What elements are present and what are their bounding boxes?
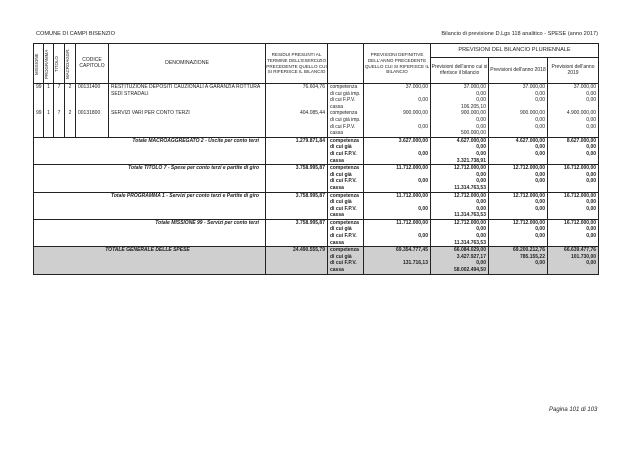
col-missione: MISSIONE bbox=[34, 44, 44, 84]
values-2017: 900.000,00 0,00 0,00 500.000,00 bbox=[431, 110, 489, 137]
col-residui: RESIDUI PRESUNTI AL TERMINE DELL'ESERCIZIO PRECEDENTE QUELLO CUI SI RIFERISCE IL BILANCIO bbox=[266, 44, 328, 84]
values-2018: 12.712.000,00 0,00 0,00 bbox=[489, 219, 548, 246]
titolo-code: 7 bbox=[54, 110, 65, 137]
capitolo-code: 00131400 bbox=[76, 84, 109, 111]
col-plur: PREVISIONI DEL BILANCIO PLURIENNALE bbox=[431, 44, 599, 58]
col-titolo: TITOLO bbox=[54, 44, 65, 84]
table-row bbox=[34, 110, 599, 137]
values-2019: 16.712.000,00 0,00 0,00 bbox=[548, 192, 599, 219]
residui-value: 3.758.995,87 bbox=[266, 192, 328, 219]
values-2019: 16.712.000,00 0,00 0,00 bbox=[548, 165, 599, 192]
total-row bbox=[34, 219, 599, 246]
residui-value: 3.758.995,87 bbox=[266, 165, 328, 192]
col-programma: PROGRAMMA bbox=[44, 44, 54, 84]
row-labels: competenza di cui già imp. di cui F.P.V. cassa bbox=[328, 84, 364, 111]
values-2019: 66.639.477,76 101.730,00 0,00 bbox=[548, 247, 599, 274]
col-2017: Previsioni dell'anno cui si riferisce il bilancio bbox=[431, 58, 489, 84]
total-label: Totale MACROAGGREGATO 2 - Uscite per conto terzi bbox=[34, 137, 266, 164]
total-label: Totale MISSIONE 99 - Servizi per conto terzi bbox=[34, 219, 266, 246]
macroaggr-code: 2 bbox=[65, 84, 76, 111]
values-2018: 37.000,00 0,00 0,00 bbox=[489, 84, 548, 111]
prev-def-values: 11.712.000,00 0,00 bbox=[364, 165, 431, 192]
col-prev-def: PREVISIONI DEFINITIVE DELL'ANNO PRECEDENTE QUELLO CUI SI RIFERISCE IL BILANCIO bbox=[364, 44, 431, 84]
values-2019: 8.627.000,00 0,00 0,00 bbox=[548, 137, 599, 164]
values-2017: 12.712.000,00 0,00 0,00 11.314.763,53 bbox=[431, 219, 489, 246]
page-number: Pagina 101 di 103 bbox=[549, 407, 598, 413]
programma-code: 1 bbox=[44, 84, 54, 111]
col-macroaggr: MACROAGGR. bbox=[65, 44, 76, 84]
row-labels: competenza di cui già di cui F.P.V. cassa bbox=[328, 165, 364, 192]
col-codice: CODICE CAPITOLO bbox=[76, 44, 109, 84]
values-2018: 12.712.000,00 0,00 0,00 bbox=[489, 192, 548, 219]
titolo-code: 7 bbox=[54, 84, 65, 111]
denominazione: RESTITUZIONE DEPOSITI CAUZIONALI A GARANZIA ROTTURA SEDI STRADALI bbox=[109, 84, 266, 111]
total-row bbox=[34, 192, 599, 219]
residui-value: 76.604,76 bbox=[266, 84, 328, 111]
missione-code: 99 bbox=[34, 84, 44, 111]
macroaggr-code: 2 bbox=[65, 110, 76, 137]
prev-def-values: 11.712.000,00 0,00 bbox=[364, 192, 431, 219]
values-2018: 900.000,00 0,00 0,00 bbox=[489, 110, 548, 137]
total-row bbox=[34, 247, 599, 274]
col-2019: Previsioni dell'anno 2019 bbox=[548, 58, 599, 84]
budget-table bbox=[33, 43, 599, 275]
values-2019: 16.712.000,00 0,00 0,00 bbox=[548, 219, 599, 246]
values-2017: 12.712.000,00 0,00 0,00 11.314.763,53 bbox=[431, 165, 489, 192]
total-row bbox=[34, 165, 599, 192]
table-row bbox=[34, 84, 599, 111]
capitolo-code: 00131800 bbox=[76, 110, 109, 137]
row-labels: competenza di cui già di cui F.P.V. cassa bbox=[328, 219, 364, 246]
total-label: Totale TITOLO 7 - Spese per conto terzi e partite di giro bbox=[34, 165, 266, 192]
row-labels: competenza di cui già di cui F.P.V. cassa bbox=[328, 247, 364, 274]
col-labels bbox=[328, 44, 364, 84]
prev-def-values: 37.000,00 0,00 bbox=[364, 84, 431, 111]
programma-code: 1 bbox=[44, 110, 54, 137]
denominazione: SERVIZI VARI PER CONTO TERZI bbox=[109, 110, 266, 137]
total-row bbox=[34, 137, 599, 164]
missione-code: 99 bbox=[34, 110, 44, 137]
values-2018: 4.627.000,00 0,00 0,00 bbox=[489, 137, 548, 164]
values-2017: 37.000,00 0,00 0,00 106.205,10 bbox=[431, 84, 489, 111]
prev-def-values: 11.712.000,00 0,00 bbox=[364, 219, 431, 246]
residui-value: 24.490.555,79 bbox=[266, 247, 328, 274]
prev-def-values: 69.354.777,45 131.716,13 bbox=[364, 247, 431, 274]
values-2017: 66.084.029,00 3.427.927,17 0,00 58.002.494,50 bbox=[431, 247, 489, 274]
values-2019: 4.900.000,00 0,00 0,00 bbox=[548, 110, 599, 137]
residui-value: 1.279.871,84 bbox=[266, 137, 328, 164]
row-labels: competenza di cui già di cui F.P.V. cassa bbox=[328, 137, 364, 164]
values-2019: 37.000,00 0,00 0,00 bbox=[548, 84, 599, 111]
values-2018: 12.712.000,00 0,00 0,00 bbox=[489, 165, 548, 192]
entity-name: COMUNE DI CAMPI BISENZIO bbox=[36, 31, 115, 37]
values-2017: 4.627.000,00 0,00 0,00 3.321.738,91 bbox=[431, 137, 489, 164]
values-2017: 12.712.000,00 0,00 0,00 11.314.763,53 bbox=[431, 192, 489, 219]
residui-value: 404.085,44 bbox=[266, 110, 328, 137]
report-title: Bilancio di previsione D.Lgs 118 analitico - SPESE (anno 2017) bbox=[441, 31, 598, 37]
residui-value: 3.758.995,87 bbox=[266, 219, 328, 246]
total-label: TOTALE GENERALE DELLE SPESE bbox=[34, 247, 266, 274]
col-2018: Previsioni dell'anno 2018 bbox=[489, 58, 548, 84]
prev-def-values: 3.627.000,00 0,00 bbox=[364, 137, 431, 164]
row-labels: competenza di cui già imp. di cui F.P.V. cassa bbox=[328, 110, 364, 137]
total-label: Totale PROGRAMMA 1 - Servizi per conto terzi e Partite di giro bbox=[34, 192, 266, 219]
prev-def-values: 900.000,00 0,00 bbox=[364, 110, 431, 137]
values-2018: 69.200.212,76 785.155,22 0,00 bbox=[489, 247, 548, 274]
row-labels: competenza di cui già di cui F.P.V. cassa bbox=[328, 192, 364, 219]
col-denominazione: DENOMINAZIONE bbox=[109, 44, 266, 84]
